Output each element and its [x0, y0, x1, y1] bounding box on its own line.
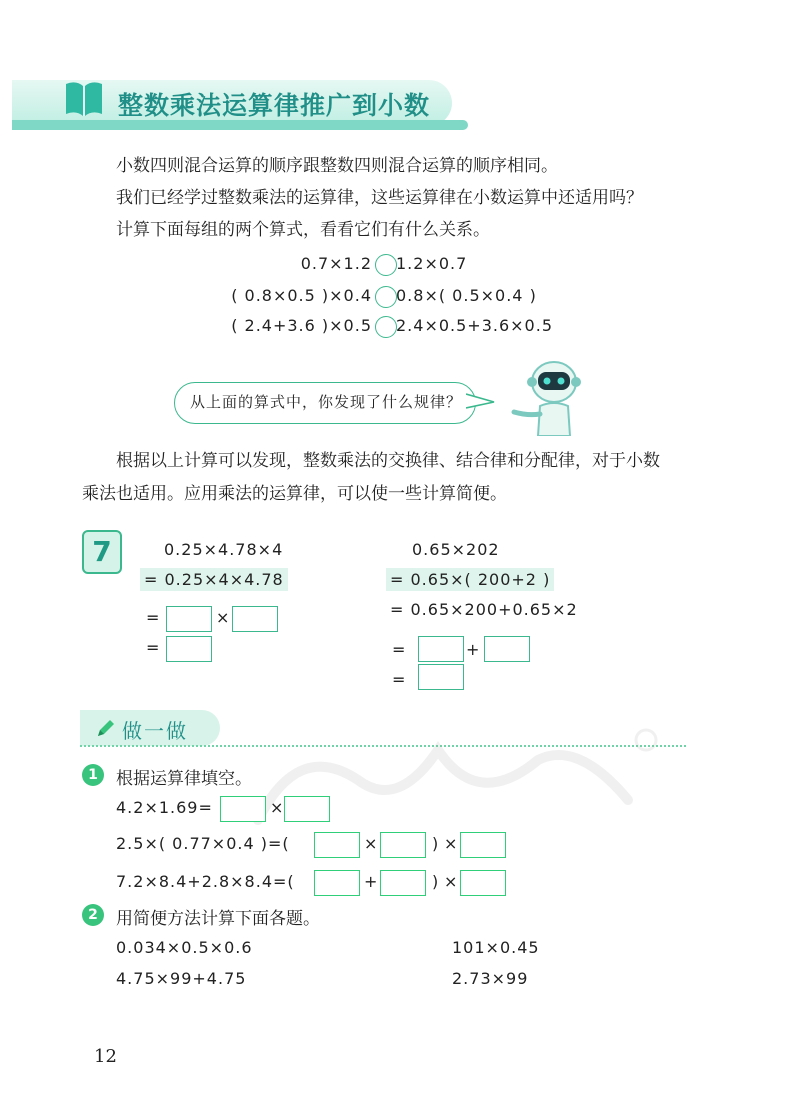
- ex-right-box1[interactable]: [418, 636, 464, 662]
- ex-left-box3[interactable]: [166, 636, 212, 662]
- q1-r3-op2: ×: [444, 872, 459, 891]
- compare-left-3: ( 2.4+3.6 )×0.5: [231, 316, 372, 335]
- pencil-icon: [94, 716, 118, 740]
- intro-line-2: 我们已经学过整数乘法的运算律，这些运算律在小数运算中还适用吗？: [116, 188, 643, 208]
- book-icon: [62, 76, 106, 120]
- watermark-logo: [238, 720, 668, 840]
- q1-r1-box2[interactable]: [284, 796, 330, 822]
- ex-left-times: ×: [216, 608, 231, 627]
- ex-left-box1[interactable]: [166, 606, 212, 632]
- intro-line-1: 小数四则混合运算的顺序跟整数四则混合运算的顺序相同。: [116, 156, 558, 176]
- q2-item-2: 101×0.45: [452, 938, 540, 957]
- q1-text: 根据运算律填空。: [116, 769, 252, 789]
- ex-right-eq1: =: [392, 640, 407, 659]
- compare-left-1: 0.7×1.2: [300, 254, 372, 273]
- q1-r2-expr: 2.5×( 0.77×0.4 )=(: [116, 834, 290, 853]
- intro-line-3: 计算下面每组的两个算式，看看它们有什么关系。: [116, 220, 490, 240]
- ex-right-box2[interactable]: [484, 636, 530, 662]
- ex-right-plus: +: [466, 640, 481, 659]
- ex-left-eq2: =: [146, 638, 161, 657]
- q1-r3-close: ): [432, 872, 440, 891]
- q1-r3-box2[interactable]: [380, 870, 426, 896]
- q1-r1-op: ×: [270, 798, 285, 817]
- bubble-tail: [466, 392, 496, 412]
- q2-item-4: 2.73×99: [452, 969, 529, 988]
- compare-right-3: 2.4×0.5+3.6×0.5: [396, 316, 553, 335]
- q2-badge: 2: [82, 904, 104, 926]
- compare-right-1: 1.2×0.7: [396, 254, 468, 273]
- bubble-text: 从上面的算式中，你发现了什么规律？: [190, 393, 463, 411]
- ex-right-line1: 0.65×202: [412, 540, 500, 559]
- q1-r2-box2[interactable]: [380, 832, 426, 858]
- q1-r3-box1[interactable]: [314, 870, 360, 896]
- ex-right-box3[interactable]: [418, 664, 464, 690]
- ex-left-line2: = 0.25×4×4.78: [140, 568, 288, 591]
- q1-r3-box3[interactable]: [460, 870, 506, 896]
- q1-r3-expr: 7.2×8.4+2.8×8.4=(: [116, 872, 295, 891]
- q1-r2-op: ×: [364, 834, 379, 853]
- ex-right-line2: = 0.65×( 200+2 ): [386, 568, 554, 591]
- ex-left-eq1: =: [146, 608, 161, 627]
- q2-item-1: 0.034×0.5×0.6: [116, 938, 253, 957]
- q2-item-3: 4.75×99+4.75: [116, 969, 247, 988]
- q2-text: 用简便方法计算下面各题。: [116, 909, 320, 929]
- ex-right-eq2: =: [392, 670, 407, 689]
- robot-icon: [508, 356, 592, 436]
- page-number: 12: [94, 1046, 117, 1067]
- q1-r1-box1[interactable]: [220, 796, 266, 822]
- q1-r2-box3[interactable]: [460, 832, 506, 858]
- compare-left-2: ( 0.8×0.5 )×0.4: [231, 286, 372, 305]
- q1-r2-op2: ×: [444, 834, 459, 853]
- doit-label: 做一做: [122, 719, 188, 743]
- section-title: 整数乘法运算律推广到小数: [118, 91, 431, 120]
- q1-r2-box1[interactable]: [314, 832, 360, 858]
- q1-r2-close: ): [432, 834, 440, 853]
- conclusion-line-2: 乘法也适用。应用乘法的运算律，可以使一些计算简便。: [82, 484, 507, 504]
- example-number: 7: [82, 530, 122, 574]
- q1-r1-expr: 4.2×1.69=: [116, 798, 213, 817]
- q1-r3-op: +: [364, 872, 379, 891]
- ex-left-box2[interactable]: [232, 606, 278, 632]
- ex-right-line3: = 0.65×200+0.65×2: [390, 600, 578, 619]
- q1-badge: 1: [82, 764, 104, 786]
- ex-left-line1: 0.25×4.78×4: [164, 540, 284, 559]
- compare-right-2: 0.8×( 0.5×0.4 ): [396, 286, 537, 305]
- conclusion-line-1: 根据以上计算可以发现，整数乘法的交换律、结合律和分配律，对于小数: [116, 451, 660, 471]
